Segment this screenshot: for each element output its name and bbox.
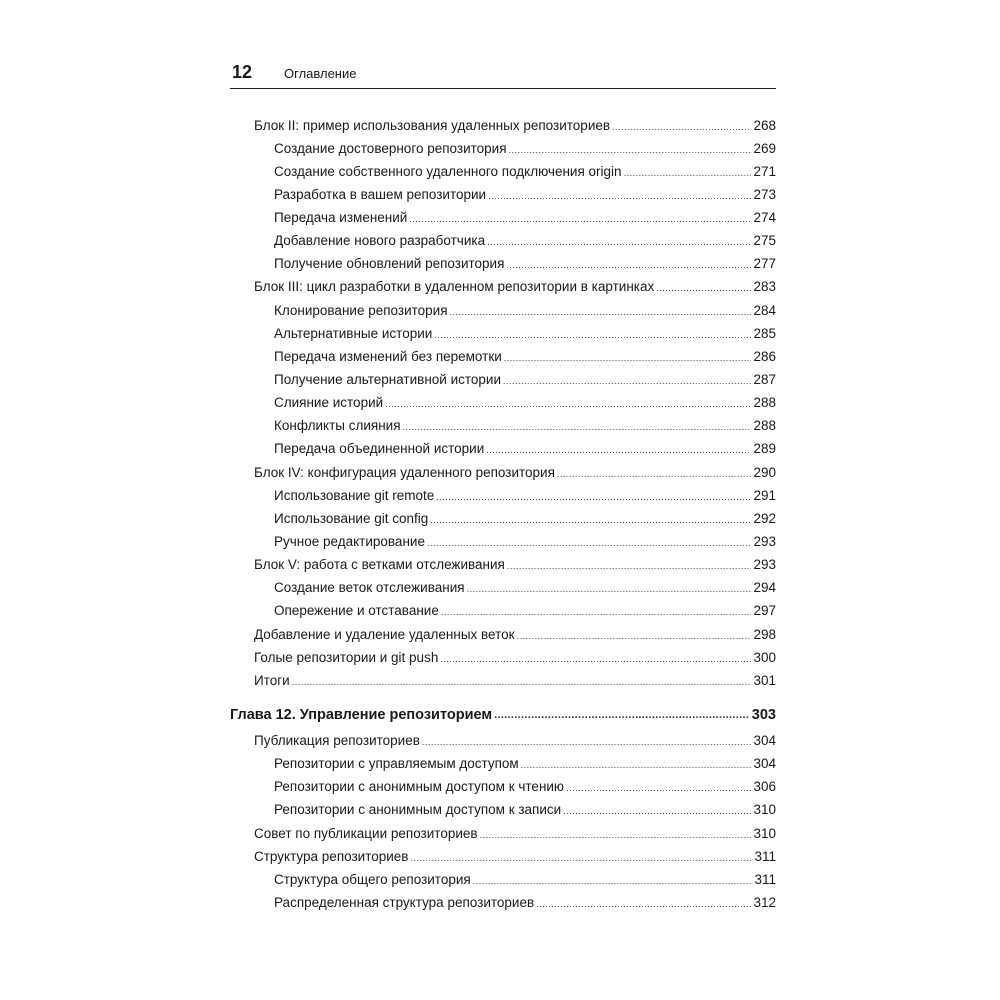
toc-entry[interactable] xyxy=(230,139,776,162)
dot-leader xyxy=(430,509,751,523)
toc-entry-title: Голые репозитории и git push xyxy=(254,649,439,665)
toc-entry-page: 289 xyxy=(753,441,776,457)
toc-entry-title: Репозитории с управляемым доступом xyxy=(274,756,519,772)
toc-entry-page: 284 xyxy=(753,302,776,318)
toc-entry-title: Репозитории с анонимным доступом к записи xyxy=(274,802,562,818)
toc-entry-page: 287 xyxy=(753,372,776,388)
dot-leader xyxy=(450,301,752,315)
toc-entry-page: 310 xyxy=(753,802,776,818)
toc-entry-page: 310 xyxy=(753,825,776,841)
toc-entry[interactable] xyxy=(230,602,776,625)
toc-entry[interactable] xyxy=(230,417,776,440)
toc-entry[interactable] xyxy=(230,556,776,579)
dot-leader xyxy=(536,894,751,908)
dot-leader xyxy=(656,278,751,292)
toc-entry[interactable] xyxy=(230,324,776,347)
toc-entry[interactable] xyxy=(230,185,776,208)
toc-entry[interactable] xyxy=(230,394,776,417)
toc-entry-title: Репозитории с анонимным доступом к чтению xyxy=(274,779,565,795)
dot-leader xyxy=(403,417,752,431)
toc-entry-title: Блок III: цикл разработки в удаленном репозитории в картинках xyxy=(254,279,655,295)
toc-entry[interactable] xyxy=(230,255,776,278)
toc-entry[interactable] xyxy=(230,579,776,602)
toc-entry[interactable] xyxy=(230,732,776,755)
toc-entry-title: Получение альтернативной истории xyxy=(274,372,501,388)
toc-entry-page: 285 xyxy=(753,325,776,341)
toc-entry-page: 268 xyxy=(753,117,776,133)
toc-entry-title: Создание веток отслеживания xyxy=(274,580,465,596)
toc-entry-title: Глава 12. Управление репозиторием xyxy=(230,707,493,724)
toc-entry[interactable] xyxy=(230,232,776,255)
toc-entry-page: 277 xyxy=(753,256,776,272)
toc-entry-title: Создание собственного удаленного подключения origin xyxy=(274,163,622,179)
toc-entry[interactable] xyxy=(230,755,776,778)
dot-leader xyxy=(467,579,752,593)
dot-leader xyxy=(480,824,752,838)
dot-leader xyxy=(624,162,752,176)
dot-leader xyxy=(488,185,751,199)
toc-entry-page: 271 xyxy=(753,163,776,179)
toc-entry[interactable] xyxy=(230,778,776,801)
page-header xyxy=(230,60,776,89)
dot-leader xyxy=(509,139,752,153)
toc-entry[interactable] xyxy=(230,440,776,463)
toc-entry-page: 291 xyxy=(753,487,776,503)
toc-entry[interactable] xyxy=(230,894,776,917)
toc-entry-title: Блок V: работа с ветками отслеживания xyxy=(254,557,505,573)
toc-entry-page: 304 xyxy=(753,733,776,749)
toc-entry-page: 293 xyxy=(753,534,776,550)
toc-entry-title: Структура общего репозитория xyxy=(274,871,471,887)
toc-entry-title: Получение обновлений репозитория xyxy=(274,256,505,272)
dot-leader xyxy=(422,732,752,746)
toc-entry-page: 275 xyxy=(753,233,776,249)
toc-entry-page: 283 xyxy=(753,279,776,295)
toc-entry-page: 269 xyxy=(753,140,776,156)
dot-leader xyxy=(292,671,752,685)
toc-entry-title: Передача объединенной истории xyxy=(274,441,485,457)
toc-entry[interactable] xyxy=(230,625,776,648)
toc-entry[interactable] xyxy=(230,671,776,694)
toc-entry-page: 297 xyxy=(753,603,776,619)
toc-entry-title: Передача изменений xyxy=(274,210,408,226)
dot-leader xyxy=(436,486,751,500)
toc-entry-page: 303 xyxy=(751,707,776,724)
running-title: Оглавление xyxy=(284,66,357,81)
toc-entry-title: Опережение и отставание xyxy=(274,603,439,619)
toc-entry-title: Передача изменений без перемотки xyxy=(274,348,502,364)
toc-entry[interactable] xyxy=(230,301,776,324)
dot-leader xyxy=(440,648,751,662)
dot-leader xyxy=(566,778,751,792)
toc-entry-title: Использование git config xyxy=(274,510,429,526)
toc-entry-title: Итоги xyxy=(254,672,290,688)
toc-entry-title: Распределенная структура репозиториев xyxy=(274,895,535,910)
toc-entry-page: 293 xyxy=(753,557,776,573)
toc-entry-title: Альтернативные истории xyxy=(274,325,433,341)
dot-leader xyxy=(410,847,752,861)
toc-entry-page: 311 xyxy=(754,871,776,887)
dot-leader xyxy=(504,347,752,361)
toc-entry[interactable] xyxy=(230,371,776,394)
dot-leader xyxy=(487,232,751,246)
dot-leader xyxy=(385,394,751,408)
page-number: 12 xyxy=(232,62,253,82)
toc-entry-title: Создание достоверного репозитория xyxy=(274,140,507,156)
toc-entry-title: Конфликты слияния xyxy=(274,418,401,434)
dot-leader xyxy=(473,870,753,884)
dot-leader xyxy=(506,255,751,269)
dot-leader xyxy=(557,463,752,477)
toc-entry-title: Совет по публикации репозиториев xyxy=(254,825,478,841)
toc-entry[interactable] xyxy=(230,533,776,556)
toc-entry[interactable] xyxy=(230,509,776,532)
toc-entry-page: 273 xyxy=(753,186,776,202)
toc-entry[interactable] xyxy=(230,116,776,139)
toc-entry[interactable] xyxy=(230,870,776,893)
toc-entry[interactable] xyxy=(230,847,776,870)
toc-entry-title: Ручное редактирование xyxy=(274,534,425,550)
toc-entry[interactable] xyxy=(230,347,776,370)
dot-leader xyxy=(434,324,751,338)
toc-entry-page: 286 xyxy=(753,348,776,364)
toc-entry-page: 292 xyxy=(753,510,776,526)
dot-leader xyxy=(494,705,750,720)
toc-entry-title: Клонирование репозитория xyxy=(274,302,448,318)
toc-entry[interactable] xyxy=(230,486,776,509)
toc-entry-page: 290 xyxy=(753,464,776,480)
dot-leader xyxy=(612,116,751,130)
toc-entry-page: 311 xyxy=(754,848,776,864)
toc-chapter-entry[interactable] xyxy=(230,705,776,732)
toc-entry-title: Слияние историй xyxy=(274,395,384,411)
toc-entry-page: 304 xyxy=(753,756,776,772)
toc-entry-page: 274 xyxy=(753,210,776,226)
toc-entry-title: Блок IV: конфигурация удаленного репозитория xyxy=(254,464,555,480)
toc-entry-title: Публикация репозиториев xyxy=(254,733,420,749)
toc-entry-title: Добавление нового разработчика xyxy=(274,233,486,249)
toc-entry[interactable] xyxy=(230,824,776,847)
dot-leader xyxy=(521,755,752,769)
toc-entry-page: 312 xyxy=(753,895,776,910)
toc-entry-title: Структура репозиториев xyxy=(254,848,409,864)
toc-entry-title: Добавление и удаление удаленных веток xyxy=(254,626,515,642)
toc-entry-page: 288 xyxy=(753,395,776,411)
toc-entry-page: 301 xyxy=(753,672,776,688)
toc-entry[interactable] xyxy=(230,801,776,824)
toc-entry-page: 298 xyxy=(753,626,776,642)
toc-entry[interactable] xyxy=(230,278,776,301)
toc-entry-page: 294 xyxy=(753,580,776,596)
dot-leader xyxy=(441,602,752,616)
toc-entry-page: 306 xyxy=(753,779,776,795)
dot-leader xyxy=(427,533,752,547)
toc-entry-page: 300 xyxy=(753,649,776,665)
toc-entry-title: Использование git remote xyxy=(274,487,435,503)
toc-entry[interactable] xyxy=(230,162,776,185)
dot-leader xyxy=(503,371,751,385)
toc-entry-page: 288 xyxy=(753,418,776,434)
toc-entry-title: Блок II: пример использования удаленных репозиториев xyxy=(254,117,611,133)
toc-entry-title: Разработка в вашем репозитории xyxy=(274,186,487,202)
dot-leader xyxy=(409,209,751,223)
dot-leader xyxy=(517,625,752,639)
dot-leader xyxy=(563,801,751,815)
toc-entry[interactable] xyxy=(230,209,776,232)
dot-leader xyxy=(486,440,751,454)
dot-leader xyxy=(507,556,752,570)
table-of-contents xyxy=(230,116,776,917)
toc-entry[interactable] xyxy=(230,463,776,486)
toc-entry[interactable] xyxy=(230,648,776,671)
